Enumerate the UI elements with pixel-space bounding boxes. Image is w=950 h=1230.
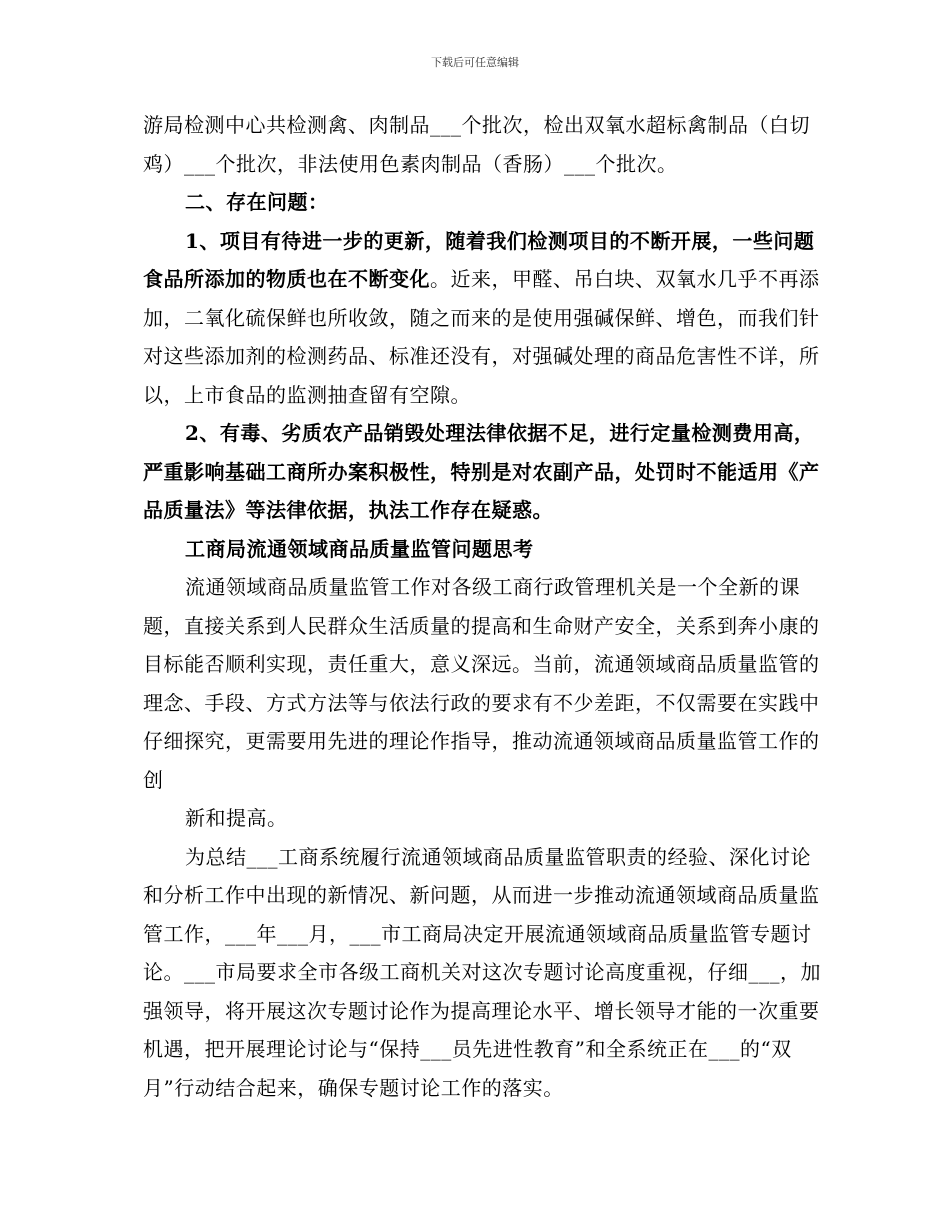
problem-item-1-lead: 1、项目有待进一步的更新，随着我们检测项目的不断开展，一些问题食品所添加的物质也在不断变化 [143,228,815,291]
problem-item-1-body: 。近来，甲醛、吊白块、双氧水几乎不再添加，二氧化硫保鲜也所收敛，随之而来的是使用强碱保鲜、增色，而我们针对这些添加剂的检测药品、标准还没有，对强碱处理的商品危害性不详，所以，上市食品的监测抽查留有空隙。 [143,267,820,407]
intro-paragraph: 游局检测中心共检测禽、肉制品___个批次，检出双氧水超标禽制品（白切鸡）___个批次，非法使用色素肉制品（香肠）___个批次。 [143,113,810,176]
paragraph-2: 流通领域商品质量监管工作对各级工商行政管理机关是一个全新的课题，直接关系到人民群众生活质量的提高和生命财产安全，关系到奔小康的目标能否顺利实现，责任重大，意义深远。当前，流通领域商品质量监管的理念、手段、方式方法等与依法行政的要求有不少差距，不仅需要在实践中仔细探究，更需要用先进的理论作指导，推动流通领域商品质量监管工作的创 [143,575,820,792]
paragraph-3: 新和提高。 [185,806,288,830]
section-heading-problems: 二、存在问题： [185,190,329,214]
paragraph-4: 为总结___工商系统履行流通领域商品质量监管职责的经验、深化讨论和分析工作中出现的新情况、新问题，从而进一步推动流通领域商品质量监管工作，___年___月，___市工商局决定开展流通领域商品质量监管专题讨论。___市局要求全市各级工商机关对这次专题讨论高度重视，仔细___，加强领导，将开展这次专题讨论作为提高理论水平、增长领导才能的一次重要机遇，把开展理论讨论与“保持___员先进性教育”和全系统正在___的“双月”行动结合起来，确保专题讨论工作的落实。 [143,844,821,1100]
article-title: 工商局流通领域商品质量监管问题思考 [185,536,534,561]
problem-item-1 [143,222,821,415]
document-body [143,106,821,1107]
header-note: 下载后可任意编辑 [431,56,519,69]
problem-item-2: 2、有毒、劣质农产品销毁处理法律依据不足，进行定量检测费用高，严重影响基础工商所办案积极性，特别是对农副产品，处罚时不能适用《产品质量法》等法律依据，执法工作存在疑惑。 [143,421,820,522]
